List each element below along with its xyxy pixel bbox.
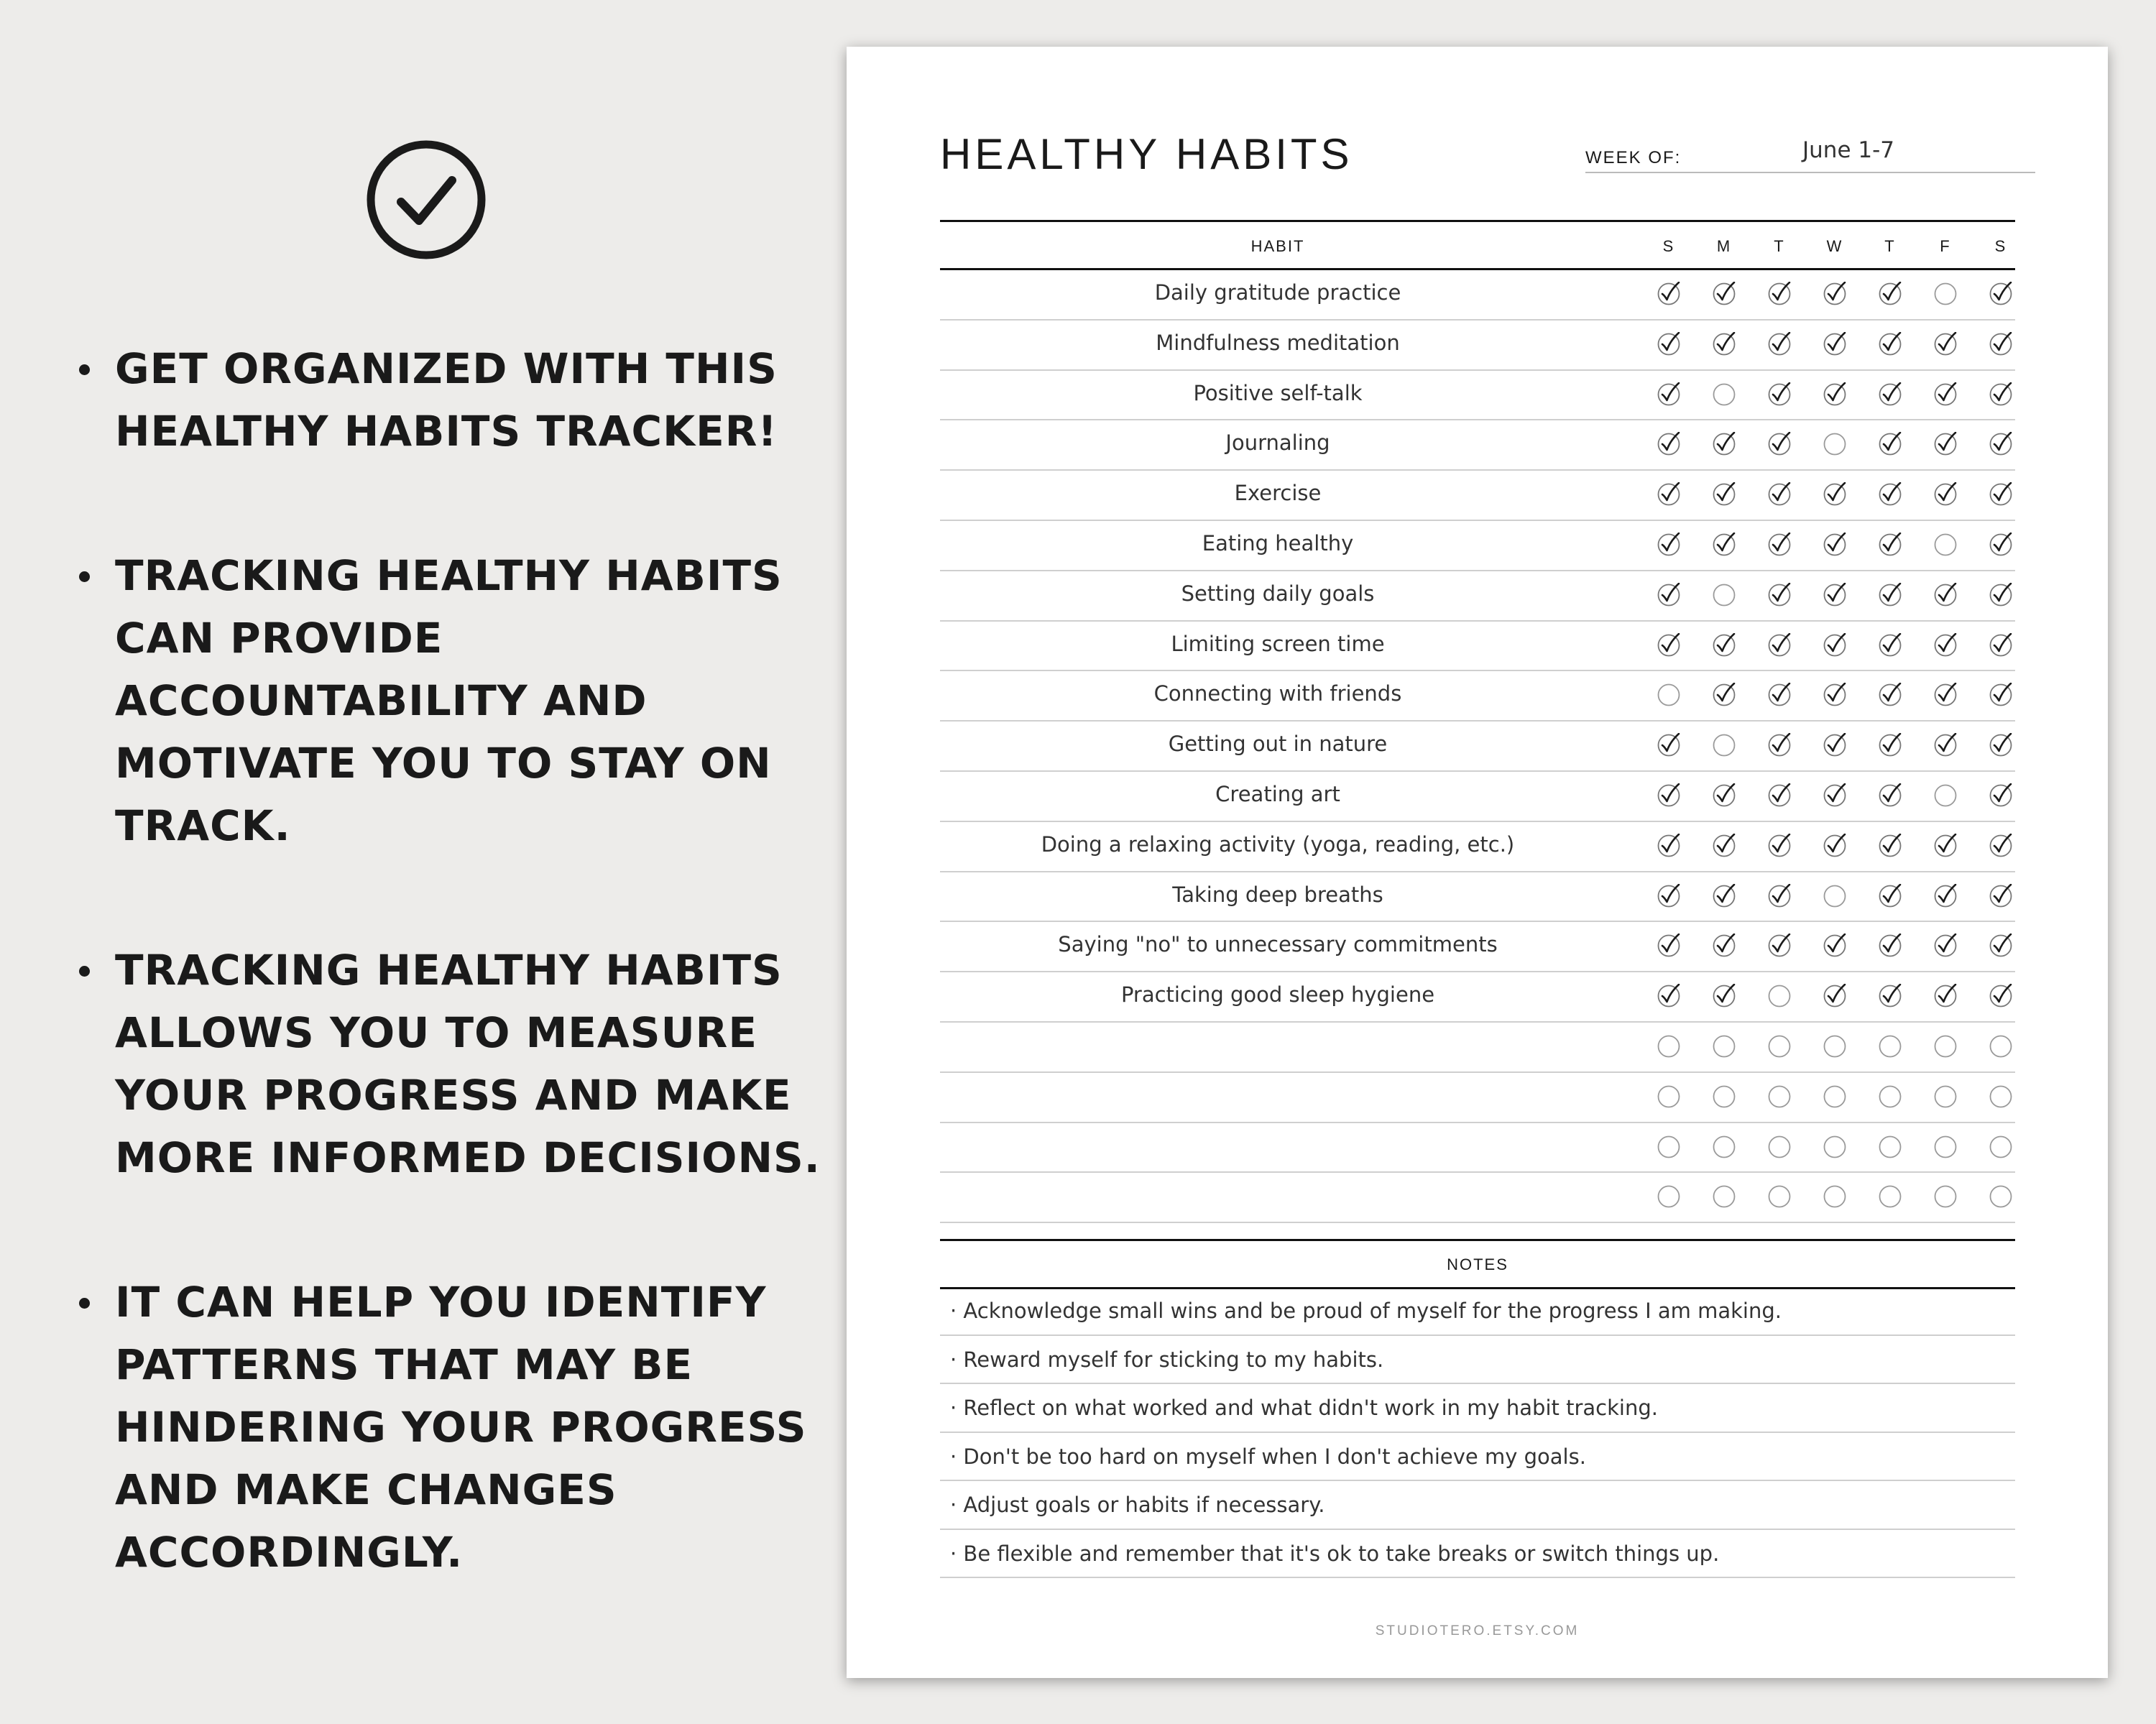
empty-circle-icon[interactable] [1657,1034,1681,1059]
checked-circle-icon[interactable] [1767,633,1792,658]
checked-circle-icon[interactable] [1657,834,1681,858]
empty-circle-icon[interactable] [1712,583,1736,607]
checked-circle-icon[interactable] [1989,984,2013,1008]
week-value: June 1-7 [1802,137,1894,163]
checked-circle-icon[interactable] [1712,683,1736,707]
feature-bullet: TRACKING HEALTHY HABITS ALLOWS YOU TO MEASURE YOUR PROGRESS AND MAKE MORE INFORMED DECISIONS. [79,939,841,1189]
checked-circle-icon[interactable] [1878,884,1902,908]
empty-circle-icon[interactable] [1823,1135,1847,1159]
empty-circle-icon[interactable] [1712,1135,1736,1159]
checked-circle-icon[interactable] [1823,332,1847,356]
table-row [940,321,2015,371]
habit-name: Taking deep breaths [1172,882,1383,907]
checked-circle-icon[interactable] [1712,984,1736,1008]
checked-circle-icon[interactable] [1933,432,1958,456]
checked-circle-icon[interactable] [1712,834,1736,858]
checked-circle-icon[interactable] [1878,834,1902,858]
week-label: WEEK OF: [1585,148,1682,167]
empty-circle-icon[interactable] [1933,282,1958,306]
empty-circle-icon[interactable] [1823,432,1847,456]
feature-list [79,338,841,1584]
checked-circle-icon[interactable] [1989,683,2013,707]
checked-circle-icon[interactable] [1989,934,2013,958]
checked-circle-icon[interactable] [1712,482,1736,507]
checked-circle-icon[interactable] [1712,884,1736,908]
table-row [940,471,2015,521]
checked-circle-icon[interactable] [1933,984,1958,1008]
table-header [940,220,2015,270]
checked-circle-icon[interactable] [1767,683,1792,707]
empty-circle-icon[interactable] [1767,1084,1792,1109]
checked-circle-icon[interactable] [1878,984,1902,1008]
checked-circle-icon[interactable] [1767,733,1792,757]
checked-circle-icon[interactable] [1767,432,1792,456]
checked-circle-icon[interactable] [1767,583,1792,607]
checked-circle-icon[interactable] [1823,382,1847,407]
checked-circle-icon[interactable] [1657,733,1681,757]
checked-circle-icon[interactable] [1712,332,1736,356]
checked-circle-icon[interactable] [1989,633,2013,658]
checked-circle-icon[interactable] [1878,583,1902,607]
habit-name: Practicing good sleep hygiene [1120,982,1435,1008]
checked-circle-icon[interactable] [1657,783,1681,808]
checkmark-circle-icon [365,139,487,261]
checked-circle-icon[interactable] [1933,934,1958,958]
habit-name: Positive self-talk [1193,380,1363,405]
habit-name: Mindfulness meditation [1156,330,1400,355]
note-item: · Reflect on what worked and what didn't work in my habit tracking. [940,1384,2015,1433]
checked-circle-icon[interactable] [1767,783,1792,808]
checked-circle-icon[interactable] [1989,332,2013,356]
checked-circle-icon[interactable] [1657,984,1681,1008]
empty-circle-icon[interactable] [1878,1184,1902,1209]
checked-circle-icon[interactable] [1712,783,1736,808]
table-row [940,571,2015,622]
day-column-header: S [1994,237,2007,255]
checked-circle-icon[interactable] [1989,583,2013,607]
checked-circle-icon[interactable] [1767,332,1792,356]
empty-circle-icon[interactable] [1933,1184,1958,1209]
checked-circle-icon[interactable] [1657,332,1681,356]
table-row [940,420,2015,471]
table-row [940,722,2015,772]
table-row [940,671,2015,722]
checked-circle-icon[interactable] [1712,282,1736,306]
checked-circle-icon[interactable] [1657,382,1681,407]
empty-circle-icon[interactable] [1767,1034,1792,1059]
checked-circle-icon[interactable] [1989,834,2013,858]
checked-circle-icon[interactable] [1657,533,1681,557]
checked-circle-icon[interactable] [1767,884,1792,908]
checked-circle-icon[interactable] [1989,783,2013,808]
checked-circle-icon[interactable] [1933,583,1958,607]
feature-bullet: TRACKING HEALTHY HABITS CAN PROVIDE ACCOUNTABILITY AND MOTIVATE YOU TO STAY ON TRACK. [79,545,841,857]
empty-circle-icon[interactable] [1657,1184,1681,1209]
checked-circle-icon[interactable] [1767,533,1792,557]
empty-circle-icon[interactable] [1878,1135,1902,1159]
day-column-header: F [1940,237,1951,255]
table-row [940,1023,2015,1073]
checked-circle-icon[interactable] [1657,432,1681,456]
note-item: · Reward myself for sticking to my habits. [940,1336,2015,1385]
empty-circle-icon[interactable] [1878,1084,1902,1109]
table-row [940,872,2015,923]
empty-circle-icon[interactable] [1767,1184,1792,1209]
checked-circle-icon[interactable] [1823,934,1847,958]
day-column-header: W [1826,237,1843,255]
checked-circle-icon[interactable] [1878,633,1902,658]
table-row [940,371,2015,421]
note-item: · Don't be too hard on myself when I don't achieve my goals. [940,1433,2015,1482]
week-underline [1585,172,2035,173]
empty-circle-icon[interactable] [1933,533,1958,557]
checked-circle-icon[interactable] [1989,533,2013,557]
notes-list [940,1287,2015,1578]
empty-circle-icon[interactable] [1823,1184,1847,1209]
checked-circle-icon[interactable] [1657,934,1681,958]
footer-credit: STUDIOTERO.ETSY.COM [1375,1623,1580,1638]
checked-circle-icon[interactable] [1933,382,1958,407]
note-item: · Adjust goals or habits if necessary. [940,1481,2015,1530]
empty-circle-icon[interactable] [1989,1184,2013,1209]
checked-circle-icon[interactable] [1878,382,1902,407]
day-column-header: S [1662,237,1675,255]
empty-circle-icon[interactable] [1767,1135,1792,1159]
checked-circle-icon[interactable] [1767,934,1792,958]
checked-circle-icon[interactable] [1657,633,1681,658]
empty-circle-icon[interactable] [1933,1084,1958,1109]
checked-circle-icon[interactable] [1878,934,1902,958]
empty-circle-icon[interactable] [1657,1084,1681,1109]
checked-circle-icon[interactable] [1933,332,1958,356]
empty-circle-icon[interactable] [1712,733,1736,757]
habit-name: Eating healthy [1202,530,1354,556]
empty-circle-icon[interactable] [1933,1034,1958,1059]
checked-circle-icon[interactable] [1823,533,1847,557]
checked-circle-icon[interactable] [1989,432,2013,456]
checked-circle-icon[interactable] [1878,332,1902,356]
checked-circle-icon[interactable] [1657,583,1681,607]
checked-circle-icon[interactable] [1823,633,1847,658]
checked-circle-icon[interactable] [1712,934,1736,958]
checked-circle-icon[interactable] [1657,884,1681,908]
table-row [940,1123,2015,1174]
empty-circle-icon[interactable] [1657,1135,1681,1159]
notes-header [940,1239,2015,1289]
table-row [940,622,2015,672]
checked-circle-icon[interactable] [1712,633,1736,658]
habit-name: Getting out in nature [1168,732,1388,757]
empty-circle-icon[interactable] [1712,1184,1736,1209]
checked-circle-icon[interactable] [1989,282,2013,306]
checked-circle-icon[interactable] [1878,733,1902,757]
empty-circle-icon[interactable] [1712,1034,1736,1059]
empty-circle-icon[interactable] [1823,884,1847,908]
habit-name: Daily gratitude practice [1154,280,1401,305]
table-row [940,972,2015,1023]
checked-circle-icon[interactable] [1712,432,1736,456]
habit-name: Saying "no" to unnecessary commitments [1058,932,1498,957]
table-row [940,270,2015,321]
checked-circle-icon[interactable] [1767,834,1792,858]
note-item: · Be flexible and remember that it's ok to take breaks or switch things up. [940,1530,2015,1579]
checked-circle-icon[interactable] [1878,482,1902,507]
table-row [940,772,2015,822]
note-item: · Acknowledge small wins and be proud of myself for the progress I am making. [940,1287,2015,1336]
table-row [940,521,2015,571]
checked-circle-icon[interactable] [1767,382,1792,407]
checked-circle-icon[interactable] [1989,482,2013,507]
empty-circle-icon[interactable] [1989,1084,2013,1109]
habit-tracker-sheet [847,47,2108,1678]
checked-circle-icon[interactable] [1878,432,1902,456]
checked-circle-icon[interactable] [1989,382,2013,407]
checked-circle-icon[interactable] [1933,633,1958,658]
habit-column-header: HABIT [1250,237,1305,255]
checked-circle-icon[interactable] [1989,733,2013,757]
checked-circle-icon[interactable] [1823,482,1847,507]
sheet-title: HEALTHY HABITS [940,130,1353,178]
empty-circle-icon[interactable] [1823,1084,1847,1109]
empty-circle-icon[interactable] [1989,1135,2013,1159]
checked-circle-icon[interactable] [1933,733,1958,757]
checked-circle-icon[interactable] [1878,683,1902,707]
table-body [940,270,2015,1223]
habit-table [940,220,2015,1223]
empty-circle-icon[interactable] [1878,1034,1902,1059]
checked-circle-icon[interactable] [1933,482,1958,507]
checked-circle-icon[interactable] [1823,783,1847,808]
day-column-header: T [1774,237,1785,255]
habit-name: Connecting with friends [1153,681,1402,706]
checked-circle-icon[interactable] [1878,533,1902,557]
table-row [940,922,2015,972]
empty-circle-icon[interactable] [1767,984,1792,1008]
checked-circle-icon[interactable] [1878,783,1902,808]
habit-name: Exercise [1234,481,1322,506]
day-column-header: T [1884,237,1896,255]
day-column-header: M [1716,237,1732,255]
table-row [940,1173,2015,1223]
habit-name: Doing a relaxing activity (yoga, reading, etc.) [1041,831,1515,857]
checked-circle-icon[interactable] [1823,683,1847,707]
checked-circle-icon[interactable] [1823,282,1847,306]
feature-bullet: IT CAN HELP YOU IDENTIFY PATTERNS THAT MAY BE HINDERING YOUR PROGRESS AND MAKE CHANGES ACCORDINGLY. [79,1271,841,1584]
empty-circle-icon[interactable] [1712,1084,1736,1109]
empty-circle-icon[interactable] [1823,1034,1847,1059]
habit-name: Limiting screen time [1171,631,1385,656]
checked-circle-icon[interactable] [1657,282,1681,306]
empty-circle-icon[interactable] [1989,1034,2013,1059]
checked-circle-icon[interactable] [1657,482,1681,507]
checked-circle-icon[interactable] [1933,884,1958,908]
checked-circle-icon[interactable] [1933,683,1958,707]
checked-circle-icon[interactable] [1767,282,1792,306]
checked-circle-icon[interactable] [1878,282,1902,306]
habit-name: Journaling [1225,430,1330,456]
table-row [940,1073,2015,1123]
checked-circle-icon[interactable] [1933,834,1958,858]
table-row [940,822,2015,872]
checked-circle-icon[interactable] [1767,482,1792,507]
checked-circle-icon[interactable] [1823,984,1847,1008]
empty-circle-icon[interactable] [1712,382,1736,407]
checked-circle-icon[interactable] [1823,583,1847,607]
empty-circle-icon[interactable] [1657,683,1681,707]
empty-circle-icon[interactable] [1933,1135,1958,1159]
checked-circle-icon[interactable] [1989,884,2013,908]
notes-title: NOTES [1447,1255,1508,1273]
feature-bullet: GET ORGANIZED WITH THIS HEALTHY HABITS TRACKER! [79,338,841,463]
checked-circle-icon[interactable] [1823,834,1847,858]
checked-circle-icon[interactable] [1823,733,1847,757]
checked-circle-icon[interactable] [1712,533,1736,557]
empty-circle-icon[interactable] [1933,783,1958,808]
habit-name: Setting daily goals [1181,581,1375,606]
habit-name: Creating art [1215,781,1340,806]
